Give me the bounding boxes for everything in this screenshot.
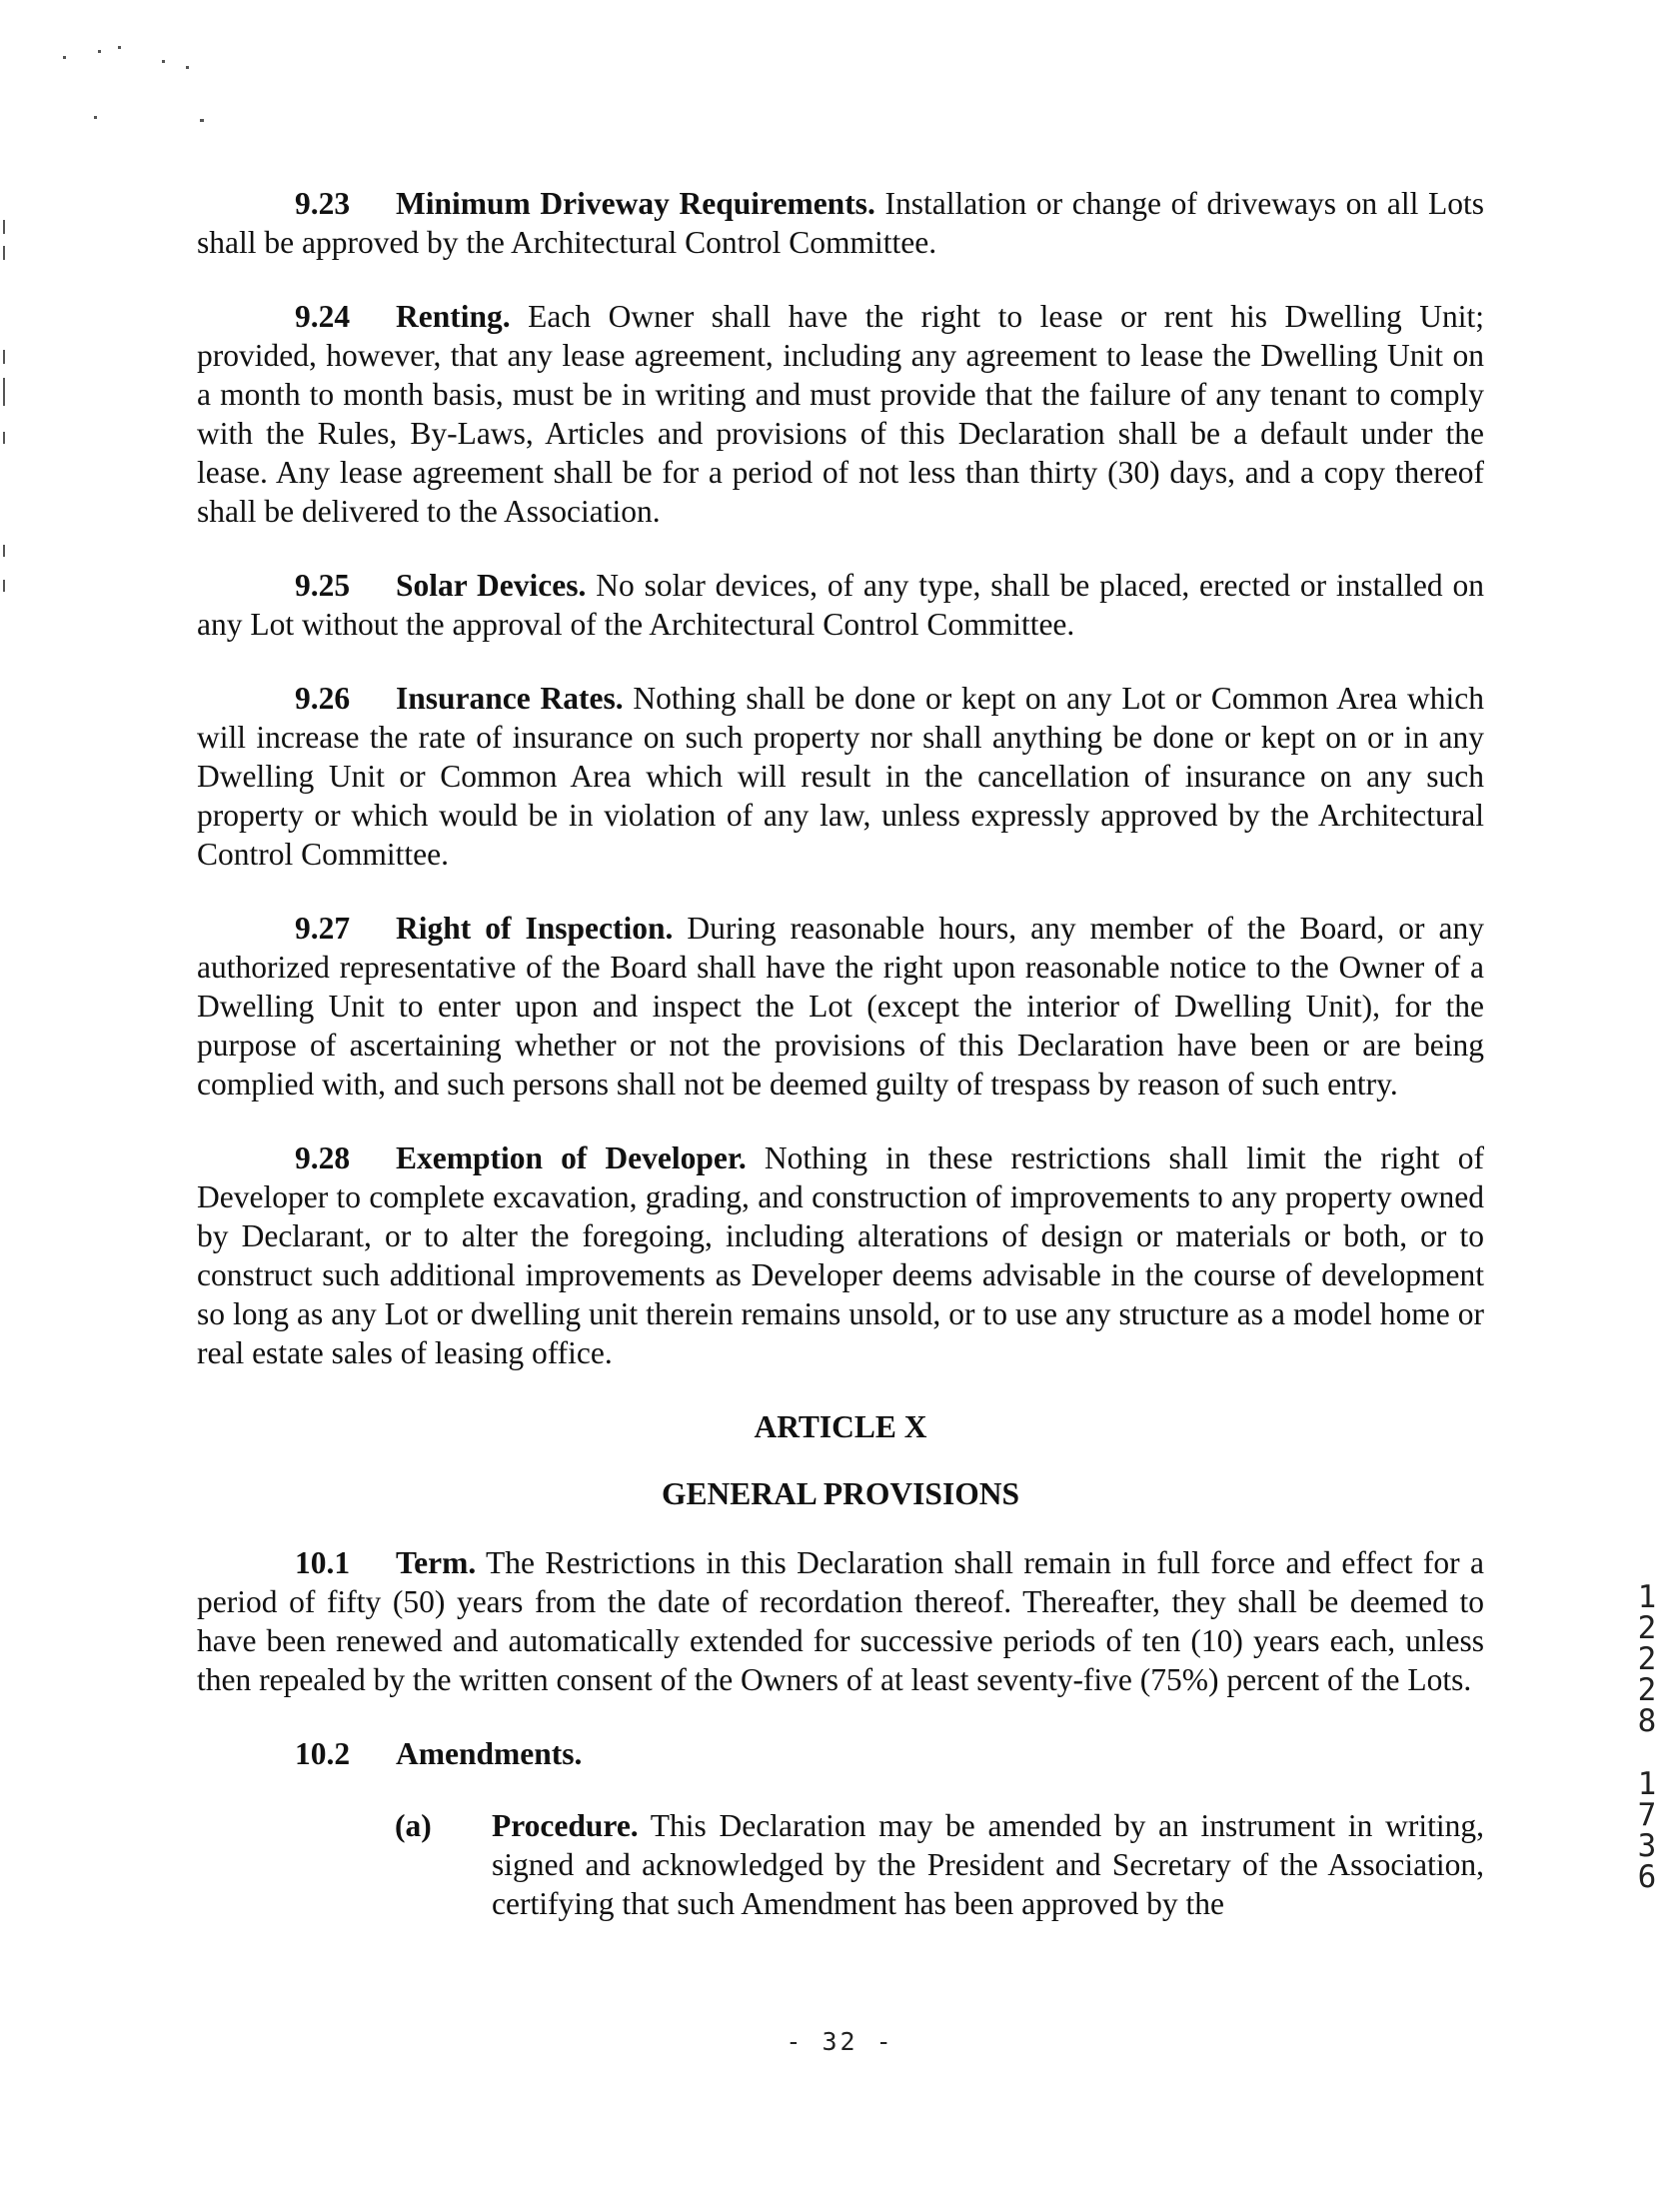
scan-speck — [98, 50, 101, 53]
section-heading: Term. — [396, 1545, 477, 1580]
article-subtitle: GENERAL PROVISIONS — [662, 1476, 1019, 1511]
section-number: 10.2 — [295, 1736, 351, 1771]
recording-digit: 3 — [1637, 1828, 1657, 1864]
recording-digit: 2 — [1637, 1641, 1657, 1677]
section-text: Each Owner shall have the right to lease or rent his Dwelling Unit; provided, however, that any lease agreement, including any agreement to lease the Dwelling Unit on a month to month basis, must be in writing and must provide that the failure of any tenant to comply with the Rules, By-Laws, Articles and provisions of this Declaration shall be a default under the lease. Any lease agreement shall be for a period of not less than thirty (30) days, and a copy thereof shall be delivered to the Association. — [197, 299, 1484, 529]
section-text: Installation or change of driveways on all Lots shall be approved by the Architectural Control Committee. — [197, 186, 1484, 260]
scan-speck — [3, 350, 5, 364]
section-9-26 — [197, 679, 1484, 874]
section-number: 9.24 — [295, 299, 351, 334]
recording-digit: 1 — [1637, 1579, 1657, 1615]
section-9-23 — [197, 184, 1484, 262]
scan-speck — [3, 220, 5, 234]
recording-digit: 2 — [1637, 1672, 1657, 1708]
section-9-27 — [197, 909, 1484, 1103]
scan-speck — [3, 378, 5, 406]
section-10-1 — [197, 1543, 1484, 1699]
section-text: During reasonable hours, any member of the Board, or any authorized representative of the Board shall have the right upon reasonable notice to the Owner of a Dwelling Unit to enter upon and inspect the Lot (except the interior of Dwelling Unit), for the purpose of ascertaining whether or not the provisions of this Declaration have been or are being complied with, and such persons shall not be deemed guilty of trespass by reason of such entry. — [197, 911, 1484, 1101]
scan-speck — [186, 66, 189, 69]
article-title: ARTICLE X — [754, 1409, 927, 1444]
scan-speck — [200, 119, 204, 122]
recording-gap — [1630, 1737, 1664, 1769]
document-body — [197, 184, 1484, 1955]
section-10-2 — [295, 1734, 1484, 1773]
section-number: 9.26 — [295, 681, 351, 716]
section-heading: Right of Inspection. — [396, 911, 674, 946]
section-heading: Exemption of Developer. — [396, 1140, 747, 1175]
scan-speck — [3, 580, 5, 592]
recording-digit: 7 — [1637, 1797, 1657, 1833]
subsection-text: This Declaration may be amended by an instrument in writing, signed and acknowledged by the President and Secretary of the Association, certifying that such Amendment has been approved by the — [492, 1808, 1484, 1921]
section-text: Nothing in these restrictions shall limit the right of Developer to complete excavation, grading, and construction of improvements to any property owned by Declarant, or to alter the foregoing, including alterations of design or materials or both, or to construct such additional improvements as Developer deems advisable in the course of development so long as any Lot or dwelling unit therein remains unsold, or to use any structure as a model home or real estate sales of leasing office. — [197, 1140, 1484, 1370]
section-heading: Insurance Rates. — [396, 681, 624, 716]
scan-speck — [63, 56, 66, 59]
section-heading: Amendments. — [396, 1736, 583, 1771]
section-9-25 — [197, 566, 1484, 644]
section-9-28 — [197, 1138, 1484, 1372]
recording-digit: 1 — [1637, 1766, 1657, 1802]
recording-digit: 6 — [1637, 1859, 1657, 1895]
subsection-a — [395, 1806, 1484, 1923]
section-text: No solar devices, of any type, shall be placed, erected or installed on any Lot without the approval of the Architectural Control Committee. — [197, 568, 1484, 642]
section-heading: Minimum Driveway Requirements. — [396, 186, 875, 221]
section-heading: Renting. — [396, 299, 511, 334]
scan-speck — [3, 432, 5, 444]
section-number: 9.27 — [295, 911, 351, 946]
recording-digit: 8 — [1637, 1703, 1657, 1739]
scan-speck — [162, 60, 165, 63]
section-text: The Restrictions in this Declaration shall remain in full force and effect for a period of fifty (50) years from the date of recordation thereof. Thereafter, they shall be deemed to have been renewed and automatically extended for successive periods of ten (10) years each, unless then repealed by the written consent of the Owners of at least seventy-five (75%) percent of the Lots. — [197, 1545, 1484, 1697]
section-text: Nothing shall be done or kept on any Lot or Common Area which will increase the rate of insurance on such property nor shall anything be done or kept on or in any Dwelling Unit or Common Area which will result in the cancellation of insurance on any such property or which would be in violation of any law, unless expressly approved by the Architectural Control Committee. — [197, 681, 1484, 872]
scan-speck — [94, 116, 97, 119]
subsection-letter: (a) — [395, 1808, 432, 1843]
page-number: - 32 - — [786, 2027, 894, 2056]
scan-speck — [3, 545, 5, 557]
recording-number-stamp — [1630, 1579, 1664, 1895]
section-9-24 — [197, 297, 1484, 531]
section-number: 10.1 — [295, 1545, 351, 1580]
recording-digit: 2 — [1637, 1610, 1657, 1646]
section-number: 9.28 — [295, 1140, 351, 1175]
subsection-heading: Procedure. — [492, 1808, 639, 1843]
section-heading: Solar Devices. — [396, 568, 587, 603]
scan-speck — [3, 246, 5, 260]
section-number: 9.25 — [295, 568, 351, 603]
section-number: 9.23 — [295, 186, 351, 221]
scan-speck — [118, 46, 121, 49]
